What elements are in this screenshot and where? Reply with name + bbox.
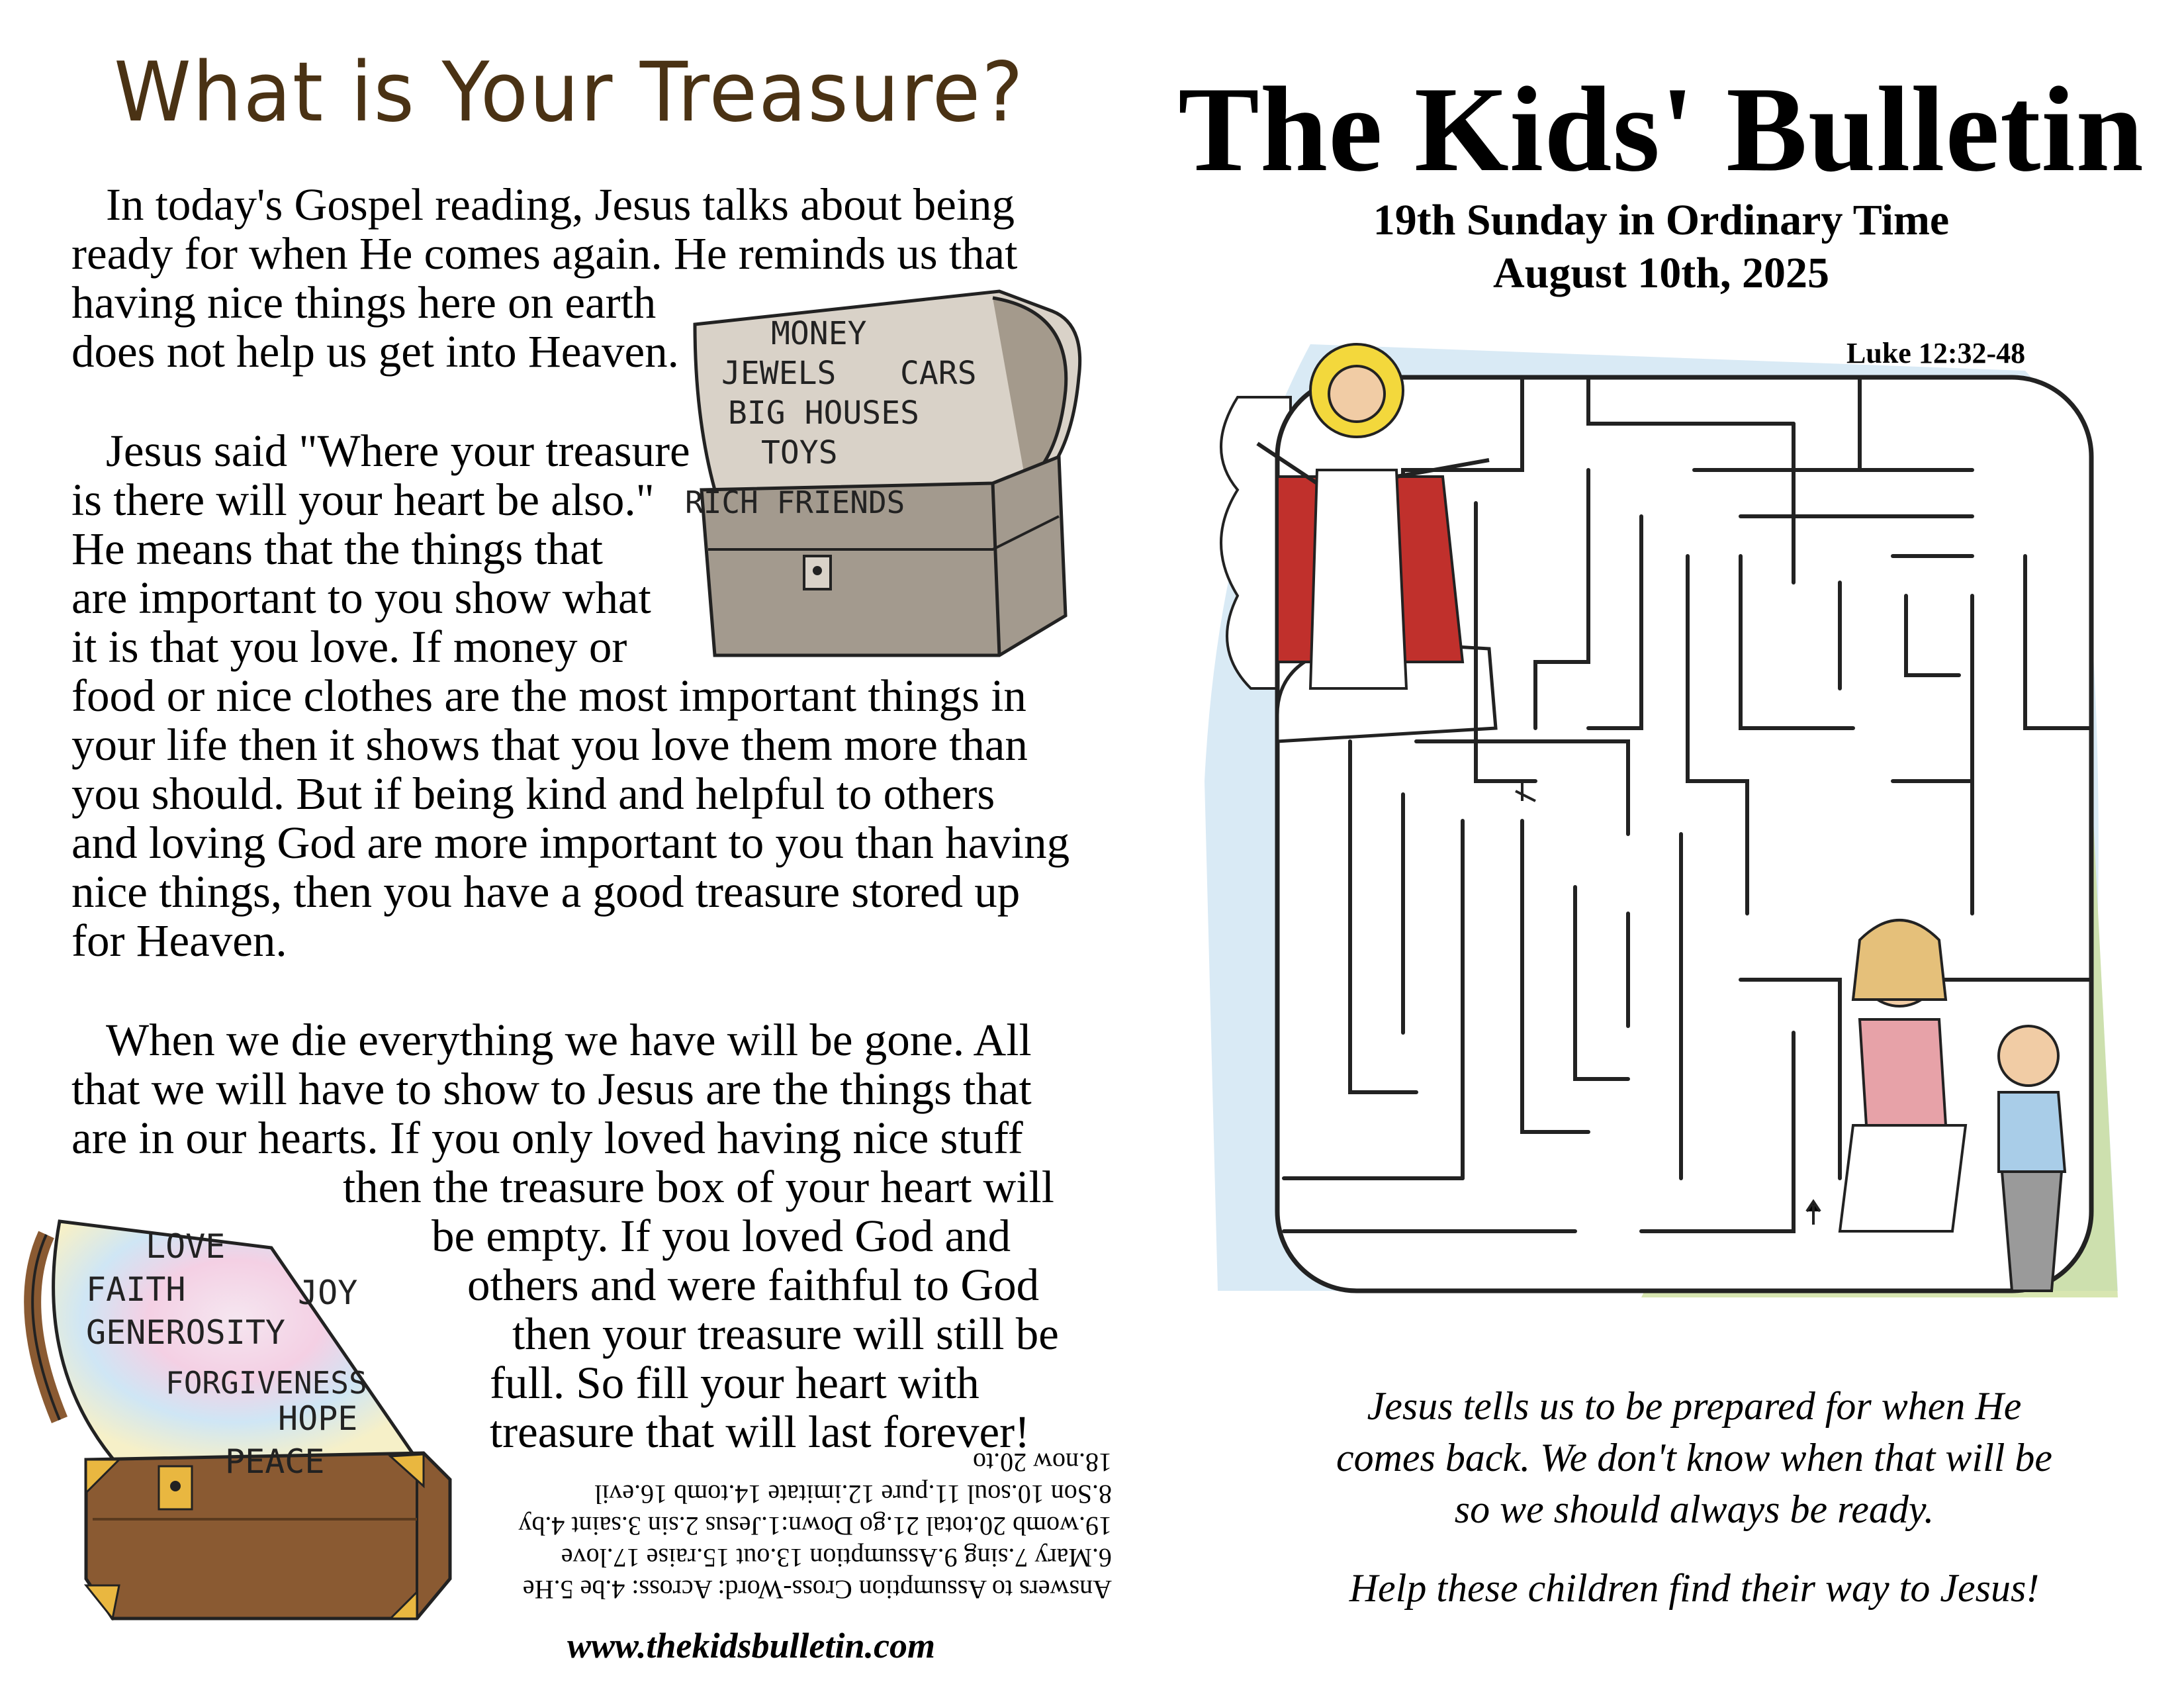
- chest-word: HOPE: [278, 1399, 358, 1438]
- paragraph-line: others and were faithful to God: [467, 1260, 1040, 1310]
- paragraph-line: He means that the things that: [71, 524, 603, 574]
- answers-line: 18.now 20.to: [973, 1448, 1112, 1477]
- answers-line: Answers to Assumption Cross-Word: Across: 4.be 5.He: [522, 1575, 1112, 1605]
- chest-word: PEACE: [225, 1442, 325, 1481]
- paragraph-line: you should. But if being kind and helpful to others: [71, 769, 995, 819]
- paragraph-line: In today's Gospel reading, Jesus talks about being: [106, 179, 1015, 230]
- paragraph-line: nice things, then you have a good treasure stored up: [71, 867, 1021, 917]
- paragraph-line: treasure that will last forever!: [490, 1407, 1030, 1457]
- paragraph-line: food or nice clothes are the most important things in: [71, 671, 1026, 721]
- treasure-chest-illustration-worldly: [682, 285, 1092, 669]
- chest-word: JOY: [298, 1274, 358, 1312]
- paragraph-line: is there will your heart be also.": [71, 475, 655, 525]
- caption-line: Jesus tells us to be prepared for when He: [1367, 1384, 2022, 1428]
- maze-instruction: Help these children find their way to Jesus!: [1349, 1566, 2040, 1610]
- chest-word: FAITH: [86, 1270, 186, 1309]
- chest-word: GENEROSITY: [86, 1313, 286, 1352]
- chest-word: FORGIVENESS: [165, 1365, 367, 1401]
- answers-line: 6.Mary 7.sing 9.Assumption 13.out 15.raise 17.love: [561, 1543, 1112, 1573]
- paragraph-line: it is that you love. If money or: [71, 622, 627, 672]
- chest-word: CARS: [900, 355, 977, 392]
- caption-line: comes back. We don't know when that will be: [1336, 1436, 2053, 1479]
- caption-line: so we should always be ready.: [1454, 1487, 1934, 1531]
- maze-caption: [1191, 1380, 2184, 1535]
- scripture-reference: Luke 12:32-48: [1846, 337, 2026, 369]
- chest-word: TOYS: [761, 434, 838, 471]
- paragraph-line: your life then it shows that you love them more than: [71, 720, 1028, 770]
- chest-word: JEWELS: [721, 355, 837, 392]
- paragraph-line: that we will have to show to Jesus are the things that: [71, 1064, 1032, 1114]
- chest-word: MONEY: [771, 315, 867, 352]
- answers-line: 8.Son 10.soul 11.pure 12.imitate 14.tomb 16.evil: [594, 1479, 1112, 1509]
- paragraph-line: Jesus said "Where your treasure: [106, 426, 690, 476]
- paragraph-line: having nice things here on earth: [71, 277, 657, 328]
- paragraph-line: does not help us get into Heaven.: [71, 326, 679, 377]
- bulletin-date: August 10th, 2025: [1493, 249, 1829, 297]
- paragraph-line: then the treasure box of your heart will: [343, 1162, 1054, 1212]
- page-title-treasure: What is Your Treasure?: [114, 44, 1024, 140]
- paragraph-line: When we die everything we have will be gone. All: [106, 1015, 1032, 1065]
- paragraph-line: then your treasure will still be: [512, 1309, 1059, 1359]
- paragraph-line: are in our hearts. If you only loved having nice stuff: [71, 1113, 1023, 1163]
- paragraph-line: ready for when He comes again. He reminds us that: [71, 228, 1018, 279]
- paragraph-line: for Heaven.: [71, 915, 287, 966]
- maze-puzzle: [1178, 318, 2124, 1337]
- treasure-chest-illustration-heart: [20, 1208, 470, 1632]
- liturgical-sunday: 19th Sunday in Ordinary Time: [1373, 196, 1950, 244]
- chest-word: RICH FRIENDS: [685, 485, 905, 520]
- paragraph-line: be empty. If you loved God and: [432, 1211, 1011, 1261]
- chest-word: LOVE: [146, 1227, 226, 1266]
- paragraph-line: are important to you show what: [71, 573, 651, 623]
- bulletin-title: The Kids' Bulletin: [1178, 62, 2144, 197]
- answers-line: 19.womb 20.total 21.go Down:1.Jesus 2.sin 3.saint 4.by: [518, 1511, 1112, 1541]
- chest-word: BIG HOUSES: [728, 395, 919, 432]
- paragraph-line: full. So fill your heart with: [490, 1358, 979, 1408]
- paragraph-line: and loving God are more important to you than having: [71, 818, 1070, 868]
- website-link[interactable]: www.thekidsbulletin.com: [567, 1626, 936, 1665]
- crossword-answers-upside-down: [450, 1448, 1112, 1605]
